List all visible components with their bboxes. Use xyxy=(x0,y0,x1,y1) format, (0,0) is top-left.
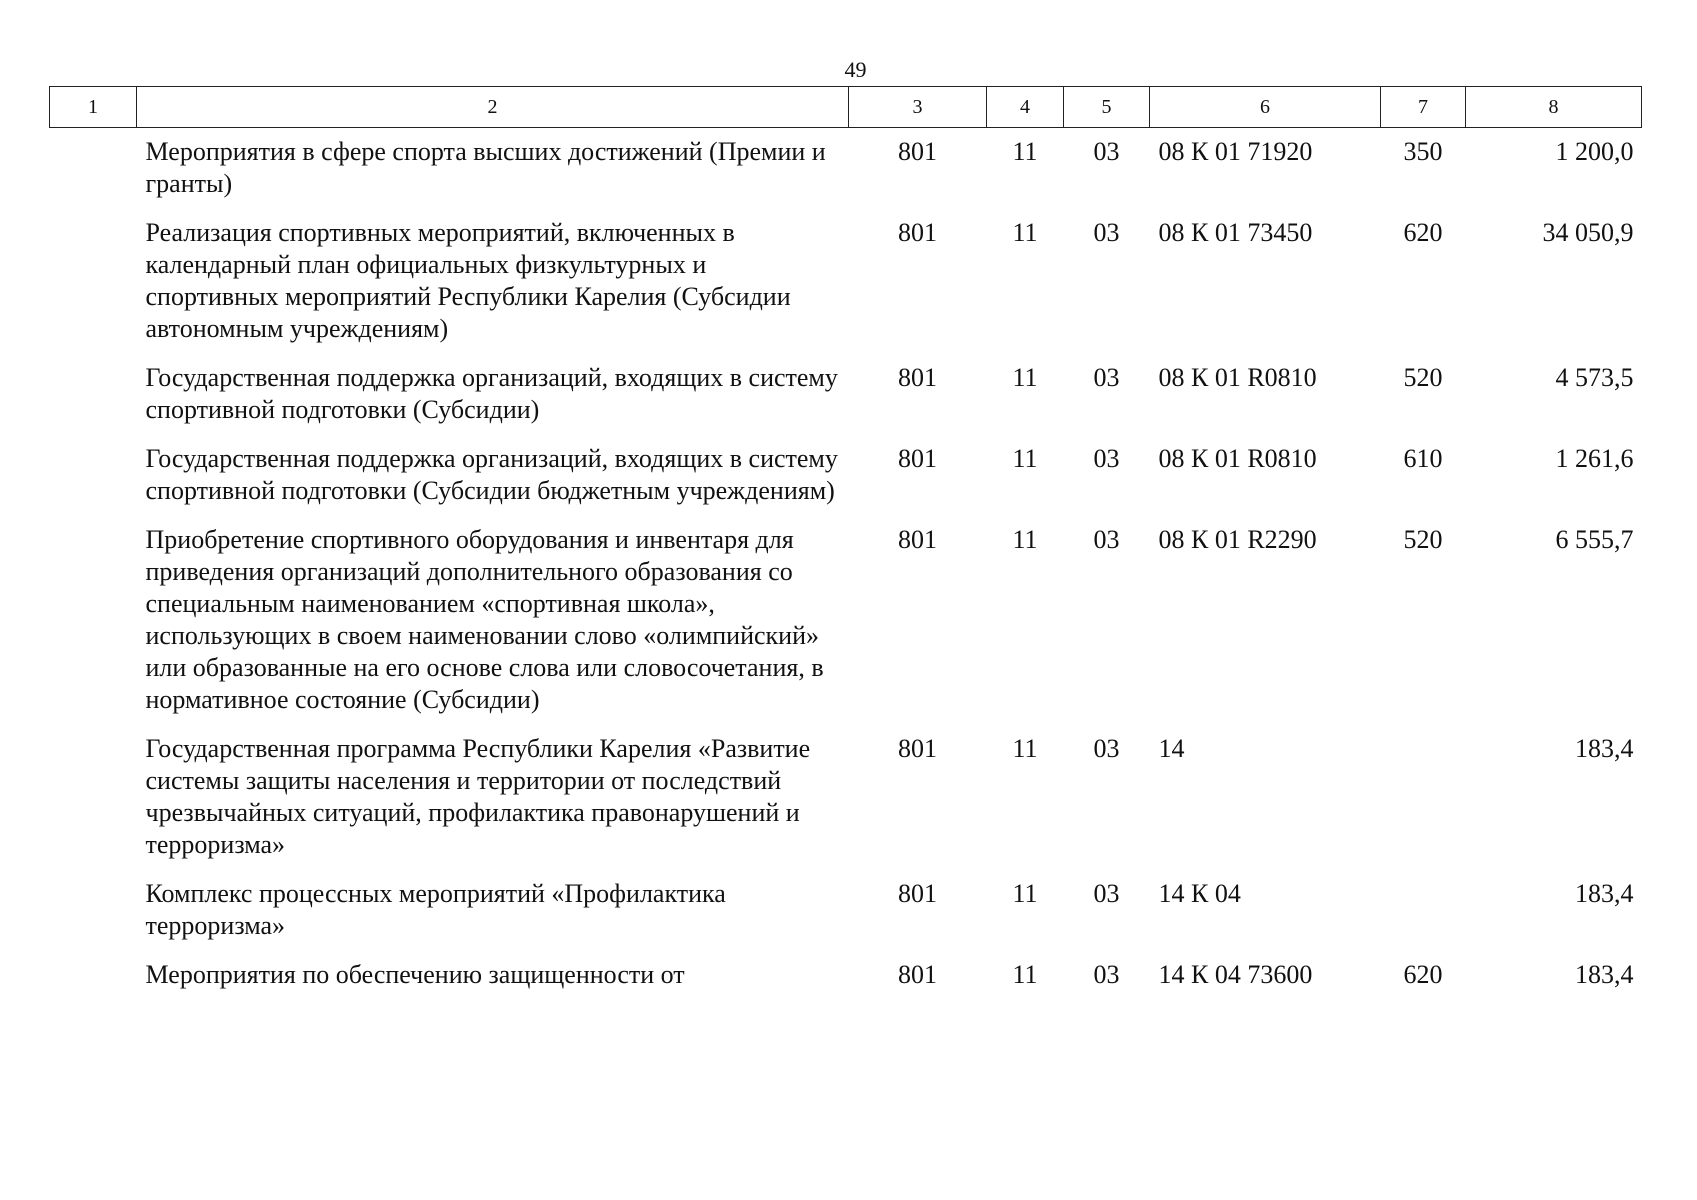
row-col4-cell: 11 xyxy=(1012,444,1038,473)
row-col3-cell: 801 xyxy=(898,444,937,473)
table-body xyxy=(50,128,1642,1009)
row-col3-cell: 801 xyxy=(898,137,937,166)
row-col4-cell: 11 xyxy=(1012,960,1038,989)
row-col5-cell: 03 xyxy=(1093,960,1120,989)
row-col7-cell xyxy=(1381,733,1466,878)
row-code-cell: 14 К 04 73600 xyxy=(1158,960,1313,989)
row-col5-cell: 03 xyxy=(1093,363,1120,392)
header-col-3: 3 xyxy=(849,87,987,128)
row-amount-cell: 183,4 xyxy=(1575,960,1634,989)
row-name-cell: Государственная поддержка организаций, входящих в систему спортивной подготовки (Субсидии) xyxy=(145,363,838,424)
page-number: 49 xyxy=(844,57,867,82)
row-index-cell xyxy=(50,443,137,524)
row-col5-cell: 03 xyxy=(1093,734,1120,763)
row-name-cell: Приобретение спортивного оборудования и инвентаря для приведения организаций дополнительного образования со специальным наименованием «спортивная школа», использующих в своем наименовании слово «олимпийский» или образованные на его основе слова или словосочетания, в нормативное состояние (Субсидии) xyxy=(145,525,824,714)
row-col7-cell: 610 xyxy=(1403,444,1443,473)
row-col3-cell: 801 xyxy=(898,363,937,392)
table-row xyxy=(50,128,1642,218)
table-row xyxy=(50,878,1642,959)
row-amount-cell: 183,4 xyxy=(1575,879,1634,908)
header-col-4: 4 xyxy=(987,87,1064,128)
row-col5-cell: 03 xyxy=(1093,444,1120,473)
row-name-cell: Реализация спортивных мероприятий, включенных в календарный план официальных физкультурных и спортивных мероприятий Республики Карелия (Субсидии автономным учреждениям) xyxy=(145,218,791,343)
row-col7-cell: 620 xyxy=(1403,218,1443,247)
header-col-8: 8 xyxy=(1466,87,1642,128)
table-row xyxy=(50,524,1642,733)
header-col-5: 5 xyxy=(1064,87,1150,128)
row-col4-cell: 11 xyxy=(1012,879,1038,908)
row-code-cell: 08 К 01 71920 xyxy=(1158,137,1313,166)
header-col-7: 7 xyxy=(1381,87,1466,128)
row-name-cell: Комплекс процессных мероприятий «Профилактика терроризма» xyxy=(145,879,726,940)
header-row xyxy=(50,87,1642,128)
row-name-cell: Государственная поддержка организаций, входящих в систему спортивной подготовки (Субсидии бюджетным учреждениям) xyxy=(145,444,838,505)
row-index-cell xyxy=(50,217,137,362)
row-index-cell xyxy=(50,733,137,878)
row-col3-cell: 801 xyxy=(898,218,937,247)
row-col5-cell: 03 xyxy=(1093,218,1120,247)
row-code-cell: 14 К 04 xyxy=(1158,879,1241,908)
table-row xyxy=(50,443,1642,524)
table-row xyxy=(50,959,1642,1008)
row-name-cell: Государственная программа Республики Карелия «Развитие системы защиты населения и территории от последствий чрезвычайных ситуаций, профилактика правонарушений и терроризма» xyxy=(145,734,811,859)
table-row xyxy=(50,217,1642,362)
row-col7-cell xyxy=(1381,878,1466,959)
row-col5-cell: 03 xyxy=(1093,525,1120,554)
row-col4-cell: 11 xyxy=(1012,218,1038,247)
row-index-cell xyxy=(50,524,137,733)
row-amount-cell: 4 573,5 xyxy=(1555,363,1634,392)
row-code-cell: 08 К 01 73450 xyxy=(1158,218,1313,247)
row-amount-cell: 1 261,6 xyxy=(1555,444,1634,473)
row-col5-cell: 03 xyxy=(1093,879,1120,908)
header-col-2: 2 xyxy=(137,87,849,128)
table-header xyxy=(50,87,1642,128)
row-index-cell xyxy=(50,128,137,218)
row-col4-cell: 11 xyxy=(1012,363,1038,392)
header-col-6: 6 xyxy=(1150,87,1381,128)
row-col4-cell: 11 xyxy=(1012,137,1038,166)
row-code-cell: 08 К 01 R0810 xyxy=(1158,444,1317,473)
row-index-cell xyxy=(50,959,137,1008)
budget-table xyxy=(49,86,1642,1008)
row-col7-cell: 350 xyxy=(1403,137,1443,166)
row-col4-cell: 11 xyxy=(1012,734,1038,763)
row-col3-cell: 801 xyxy=(898,879,937,908)
row-col3-cell: 801 xyxy=(898,960,937,989)
row-col7-cell: 520 xyxy=(1403,525,1443,554)
row-col7-cell: 620 xyxy=(1403,960,1443,989)
row-col4-cell: 11 xyxy=(1012,525,1038,554)
row-code-cell: 08 К 01 R0810 xyxy=(1158,363,1317,392)
table-row xyxy=(50,362,1642,443)
header-col-1: 1 xyxy=(50,87,137,128)
row-amount-cell: 183,4 xyxy=(1575,734,1634,763)
row-col7-cell: 520 xyxy=(1403,363,1443,392)
row-col3-cell: 801 xyxy=(898,734,937,763)
row-amount-cell: 6 555,7 xyxy=(1555,525,1634,554)
row-code-cell: 08 К 01 R2290 xyxy=(1158,525,1317,554)
row-col3-cell: 801 xyxy=(898,525,937,554)
row-col5-cell: 03 xyxy=(1093,137,1120,166)
row-amount-cell: 1 200,0 xyxy=(1555,137,1634,166)
row-index-cell xyxy=(50,878,137,959)
row-amount-cell: 34 050,9 xyxy=(1542,218,1634,247)
row-code-cell: 14 xyxy=(1158,734,1185,763)
table-row xyxy=(50,733,1642,878)
row-index-cell xyxy=(50,362,137,443)
row-name-cell: Мероприятия в сфере спорта высших достижений (Премии и гранты) xyxy=(145,137,826,198)
row-name-cell: Мероприятия по обеспечению защищенности от xyxy=(145,960,685,989)
